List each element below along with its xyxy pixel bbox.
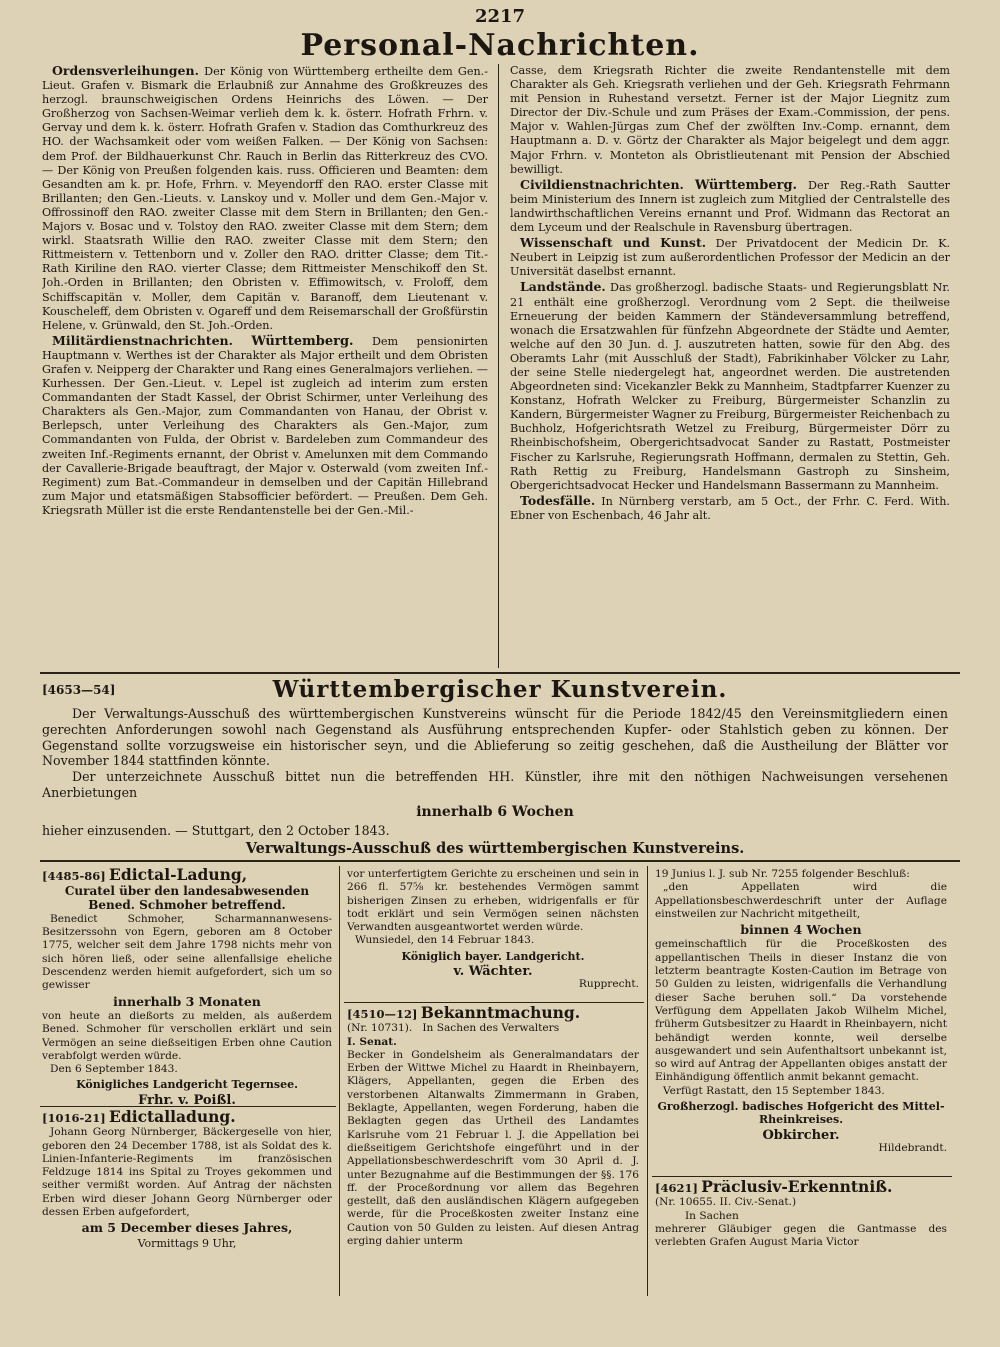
notice-divider — [344, 1002, 644, 1003]
page-number: 2217 — [474, 6, 526, 27]
notice-court: Königliches Landgericht Tegernsee. — [76, 1078, 298, 1092]
article-wissenschaft — [510, 236, 950, 279]
notice-number: [4510—12] — [347, 1007, 418, 1021]
article-lead: Ordensverleihungen. — [52, 64, 199, 78]
notice-text: gemeinschaftlich für die Proceßkosten des appellantischen Theils in dieser Instanz die von letzterm beantragte Kosten-Caution im Betrage von 50 Gulden zu leisten, widrigenfalls die Verhandlung dieser Sache beruhen soll.“ Da vorstehende Verfügung dem Appellaten Jakob Wilhelm Michel, früherm Gutsbesitzer zu Haardt in Rheinbayern, nicht behändigt werden konnte, weil derselbe ausgewandert und sein Aufenthaltsort unbekannt ist, so wird auf Antrag der Appellanten obiges anstatt der Einhändigung öffentlich anmit bekannt gemacht. — [655, 938, 947, 1084]
notice-title: Württembergischer Kunstverein. — [272, 676, 728, 703]
notice-paragraph: hieher einzusenden. — Stuttgart, den 2 October 1843. — [42, 822, 390, 838]
notice-court: Königlich bayer. Landgericht. — [401, 949, 585, 963]
notice-deadline: binnen 4 Wochen — [740, 922, 862, 938]
notice-signature: Obkircher. — [762, 1127, 840, 1143]
notice-edictal-ladung — [42, 868, 332, 1104]
notice-text: Becker in Gondelsheim als Generalmandatars der Erben der Wittwe Michel zu Haardt in Rheinbayern, Klägers, Appellanten, gegen die Erben des verstorbenen Altanwalts Zimmermann in Graben, Beklagte, Appellanten, wegen Forderung, haben die Beklagten gegen das Urtheil des Landamtes Karlsruhe vom 21 Februar l. J. die Appellation bei dießseitigem Gerichtshofe eingeführt und in der Appellationsbeschwerdeschrift vom 30 April d. J. unter Bezugnahme auf die Bestimmungen der §§. 176 ff. der Proceßordnung vor allem das Begehren gestellt, daß den ausländischen Klägern aufgegeben werde, für die Proceßkosten zweiter Instanz eine Caution von 50 Gulden zu leisten. Auf diesen Antrag erging dahier unterm — [347, 1048, 639, 1248]
article-militaer — [42, 334, 488, 518]
article-text: Der Reg.-Rath Sautter beim Ministerium des Innern ist zugleich zum Mitglied der Centralstelle des landwirthschaftlichen Vereins ernannt und Prof. Widmann das Rectorat an dem Lyceum und der Realschule in Ravensburg übertragen. — [510, 178, 950, 235]
notice-signature: Verwaltungs-Ausschuß des württembergischen Kunstvereins. — [245, 840, 745, 858]
notice-deadline: am 5 December dieses Jahres, — [81, 1220, 293, 1236]
column-divider — [339, 866, 340, 1296]
notice-paragraph: Der Verwaltungs-Ausschuß des württembergischen Kunstvereins wünscht für die Periode 1842/45 den Vereinsmitgliedern einen gerechten Anforderungen sowohl nach Gegenstand als Ausführung entsprechenden Kupfer- oder Stahlstich geben zu können. Der Gegenstand sollte vorzugsweise ein historischer seyn, und die Ablieferung so zeitig geschehen, daß die Austheilung der Blätter vor November 1844 stattfinden könnte. — [42, 706, 948, 769]
article-lead: Landstände. — [520, 279, 606, 295]
notice-intro: In Sachen des Verwalters — [422, 1022, 560, 1035]
article-landstaende — [510, 280, 950, 492]
column-divider — [647, 866, 648, 1296]
notice-number: [4621] — [655, 1181, 698, 1195]
notice-deadline: innerhalb 6 Wochen — [416, 803, 574, 820]
article-lead: Wissenschaft und Kunst. — [520, 235, 707, 251]
article-todesfaelle — [510, 494, 950, 523]
notice-number: [1016-21] — [42, 1111, 106, 1125]
article-text: Das großherzogl. badische Staats- und Regierungsblatt Nr. 21 enthält eine großherzogl. Verordnung vom 2 Sept. die theilweise Erneuerung der beiden Kammern der Ständeversammlung betreffend, wonach die Ersatzwahlen für fünfzehn Abgeordnete der Städte und Aemter, welche auf den 30 Jun. d. J. auszutreten hatten, sowie für den Abg. des Oberamts Lahr (mit Ausschluß der Stadt), Fabrikinhaber Völcker zu Lahr, der seine Stelle niedergelegt hat, angeordnet werden. Die austretenden Abgeordneten sind: Vicekanzler Bekk zu Mannheim, Stadtpfarrer Kuenzer zu Konstanz, Hofrath Welcker zu Freiburg, Bürgermeister Schanzlin zu Kandern, Bürgermeister Wagner zu Freiburg, Bürgermeister Reichenbach zu Buchholz, Hofgerichtsrath Wetzel zu Freiburg, Bürgermeister Dörr zu Rheinbischofsheim, Obergerichtsadvocat Sander zu Rastatt, Postmeister Fischer zu Karlsruhe, Regierungsrath Hoffmann, dermalen zu Stettin, Geh. Rath Rettig zu Freiburg, Handelsmann Gastroph zu Sinsheim, Obergerichtsadvocat Hecker und Handelsmann Bassermann zu Mannheim. — [510, 281, 950, 492]
notice-reference: (Nr. 10731). — [347, 1022, 413, 1035]
article-continuation — [510, 64, 950, 177]
notice-beschluss — [655, 868, 947, 1170]
article-text: Dem pensionirten Hauptmann v. Werthes ist der Charakter als Major ertheilt und dem Obristen Grafen v. Neipperg der Charakter und Rang eines Generalmajors verliehen. — Kurhessen. Der Gen.-Lieut. v. Lepel ist zugleich ad interim zum ersten Commandanten der Stadt Kassel, der Obrist Schirmer, unter Verleihung des Charakters als Gen.-Major, zum Commandanten von Hanau, der Obrist v. Berlepsch, unter Verleihung des Charakters als Gen.-Major, zum Commandanten von Fulda, der Obrist v. Bardeleben zum Commandeur des zweiten Inf.-Regiments ernannt, der Obrist v. Amelunxen mit dem Commando der Cavallerie-Brigade beauftragt, der Major v. Osterwald (vom zweiten Inf.-Regiment) zum Bat.-Commandeur in demselben und der Capitän Hillebrand zum Major und etatsmäßigen Stabsofficier befördert. — Preußen. Dem Geh. Kriegsrath Müller ist die erste Rendantenstelle bei der Gen.-Mil.- — [42, 334, 488, 517]
article-text: In Nürnberg verstarb, am 5 Oct., der Frhr. C. Ferd. With. Ebner von Eschenbach, 46 Jahr alt. — [510, 494, 950, 522]
notice-divider — [40, 1106, 336, 1107]
section-divider — [40, 672, 960, 674]
notice-quote: „den Appellaten wird die Appellationsbeschwerdeschrift unter der Auflage einstweilen zur Nachricht mitgetheilt, — [655, 881, 947, 920]
article-place: Württemberg. — [694, 177, 798, 193]
notice-time: Vormittags 9 Uhr, — [137, 1236, 237, 1250]
notice-title: Bekanntmachung. — [420, 1006, 581, 1022]
article-lead: Todesfälle. — [520, 492, 596, 508]
article-text: Casse, dem Kriegsrath Richter die zweite Rendantenstelle mit dem Charakter als Geh. Kriegsrath verliehen und der Geh. Kriegsrath Fehrmann mit Pension in Ruhestand versetzt. Ferner ist der Major Liegnitz zum Director der Div.-Schule und zum Präses der Exam.-Commission, der pens. Major v. Wahlen-Jürgas zum Chef der zwölften Inv.-Comp. ernannt, dem Hauptmann a. D. v. Görtz der Charakter als Major beigelegt und dem aggr. Major Frhrn. v. Monteton als Obristlieutenant mit Pension der Abschied bewilligt. — [510, 64, 950, 176]
notice-edictalladung — [42, 1110, 332, 1290]
article-text: Der König von Württemberg ertheilte dem Gen.-Lieut. Grafen v. Bismark die Erlaubniß zur Annahme des Großkreuzes des herzogl. braunschweigischen Ordens Heinrichs des Löwen. — Der Großherzog von Sachsen-Weimar verlieh dem k. k. österr. Hofrath Frhrn. v. Gervay und dem k. k. österr. Hofrath Grafen v. Stadion das Comthurkreuz des HO. der Wachsamkeit oder vom weißen Falken. — Der König von Sachsen: dem Prof. der Bildhauerkunst Chr. Rauch in Berlin das Ritterkreuz des CVO. — Der König von Preußen folgenden kais. russ. Officieren und Beamten: dem Gesandten am k. pr. Hofe, Frhrn. v. Meyendorff den RAO. erster Classe mit Brillanten; den Gen.-Lieuts. v. Lanskoy und v. Moller und dem Gen.-Major v. Offrossinoff den RAO. zweiter Classe mit dem Stern in Brillanten; den Gen.-Majors v. Bosac und v. Tolstoy den RAO. zweiter Classe mit dem Stern; dem wirkl. Staatsrath Willie den RAO. zweiter Classe mit dem Stern; den Rittmeistern v. Tettenborn und v. Zoller den RAO. dritter Classe; dem Tit.-Rath Kiriline den RAO. vierter Classe; dem Rittmeister Menschikoff den St. Joh.-Orden in Brillanten; den Obristen v. Effimowitsch, v. Froloff, dem Schiffscapitän v. Moller, dem Capitän v. Baranoff, dem Lieutenant v. Kouscheleff, dem Obristen v. Ogareff und dem Reisemarschall der Großfürstin Helene, v. Grünwald, den St. Joh.-Orden. — [42, 65, 488, 332]
notice-signature: v. Wächter. — [453, 964, 533, 980]
article-text: Der Privatdocent der Medicin Dr. K. Neubert in Leipzig ist zum außerordentlichen Professor der Medicin an der Universität daselbst ernannt. — [510, 237, 950, 279]
notice-subtitle: Curatel über den landesabwesenden Bened. Schmoher betreffend. — [64, 884, 310, 912]
section-heading: Personal-Nachrichten. — [300, 28, 700, 63]
notice-senat: I. Senat. — [347, 1035, 397, 1048]
article-civildienst — [510, 178, 950, 235]
notice-deadline: innerhalb 3 Monaten — [113, 993, 261, 1009]
notice-number: [4653—54] — [42, 683, 116, 697]
notice-title: Edictal-Ladung, — [109, 868, 248, 884]
notice-title: Edictalladung. — [109, 1110, 236, 1126]
notice-continuation — [347, 868, 639, 990]
notice-court: Großherzogl. badisches Hofgericht des Mittel-Rheinkreises. — [657, 1100, 945, 1127]
notice-text: vor unterfertigtem Gerichte zu erscheinen und sein in 266 fl. 57⅝ kr. bestehendes Vermögen sammt bisherigen Zinsen zu erheben, widrigenfalls er für todt erklärt und sein Vermögen seinen nächsten Verwandten ausgeantwortet werden würde. — [347, 868, 639, 934]
notice-signature-secondary: Rupprecht. — [578, 978, 639, 990]
notice-bekanntmachung — [347, 1006, 639, 1292]
article-ordensverleihungen — [42, 64, 488, 333]
left-column — [42, 64, 488, 672]
right-column — [510, 64, 950, 672]
notice-text: von heute an dießorts zu melden, als außerdem Bened. Schmoher für verschollen erklärt und sein Vermögen an seine dießseitigen Erben ohne Caution verabfolgt werden würde. — [42, 1009, 332, 1062]
notice-text: Benedict Schmoher, Scharmannanwesens-Besitzerssohn von Egern, geboren am 8 October 1775, welcher seit dem Jahre 1798 nichts mehr von sich hören ließ, oder seine allenfallsige eheliche Descendenz werden hiemit aufgefordert, sich um so gewisser — [42, 912, 332, 992]
notice-title: Präclusiv-Erkenntniß. — [701, 1180, 893, 1196]
notice-text: mehrerer Gläubiger gegen die Gantmasse des verlebten Grafen August Maria Victor — [655, 1222, 947, 1249]
notice-text: 19 Junius l. J. sub Nr. 7255 folgender Beschluß: — [655, 868, 910, 880]
notice-date: Wunsiedel, den 14 Februar 1843. — [355, 934, 535, 947]
notice-date: Verfügt Rastatt, den 15 September 1843. — [663, 1084, 885, 1097]
notice-reference: (Nr. 10655. II. Civ.-Senat.) — [655, 1196, 797, 1209]
article-lead: Civildienstnachrichten. — [520, 176, 684, 192]
article-place: Württemberg. — [251, 333, 354, 349]
notice-paragraph: Der unterzeichnete Ausschuß bittet nun die betreffenden HH. Künstler, ihre mit den nöthigen Nachweisungen versehenen Anerbietungen — [42, 769, 948, 800]
notice-intro: In Sachen — [685, 1209, 739, 1222]
notice-signature-secondary: Hildebrandt. — [878, 1141, 947, 1154]
notice-praeclusiv — [655, 1180, 947, 1290]
kunstverein-notice — [42, 706, 948, 857]
section-divider — [40, 860, 960, 862]
notice-divider — [652, 1176, 952, 1177]
column-divider — [498, 64, 499, 668]
article-lead: Militärdienstnachrichten. — [52, 332, 233, 348]
notice-number: [4485-86] — [42, 869, 106, 883]
notice-signature: Frhr. v. Poißl. — [138, 1092, 236, 1104]
notice-date: Den 6 September 1843. — [50, 1063, 178, 1076]
notice-text: Johann Georg Nürnberger, Bäckergeselle von hier, geboren den 24 December 1788, ist als Soldat des k. Linien-Infanterie-Regiments im französischen Feldzuge 1814 ins Spital zu Troyes gekommen und seither vermißt worden. Auf Antrag der nächsten Erben wird dieser Johann Georg Nürnberger oder dessen Erben aufgefordert, — [42, 1126, 332, 1219]
